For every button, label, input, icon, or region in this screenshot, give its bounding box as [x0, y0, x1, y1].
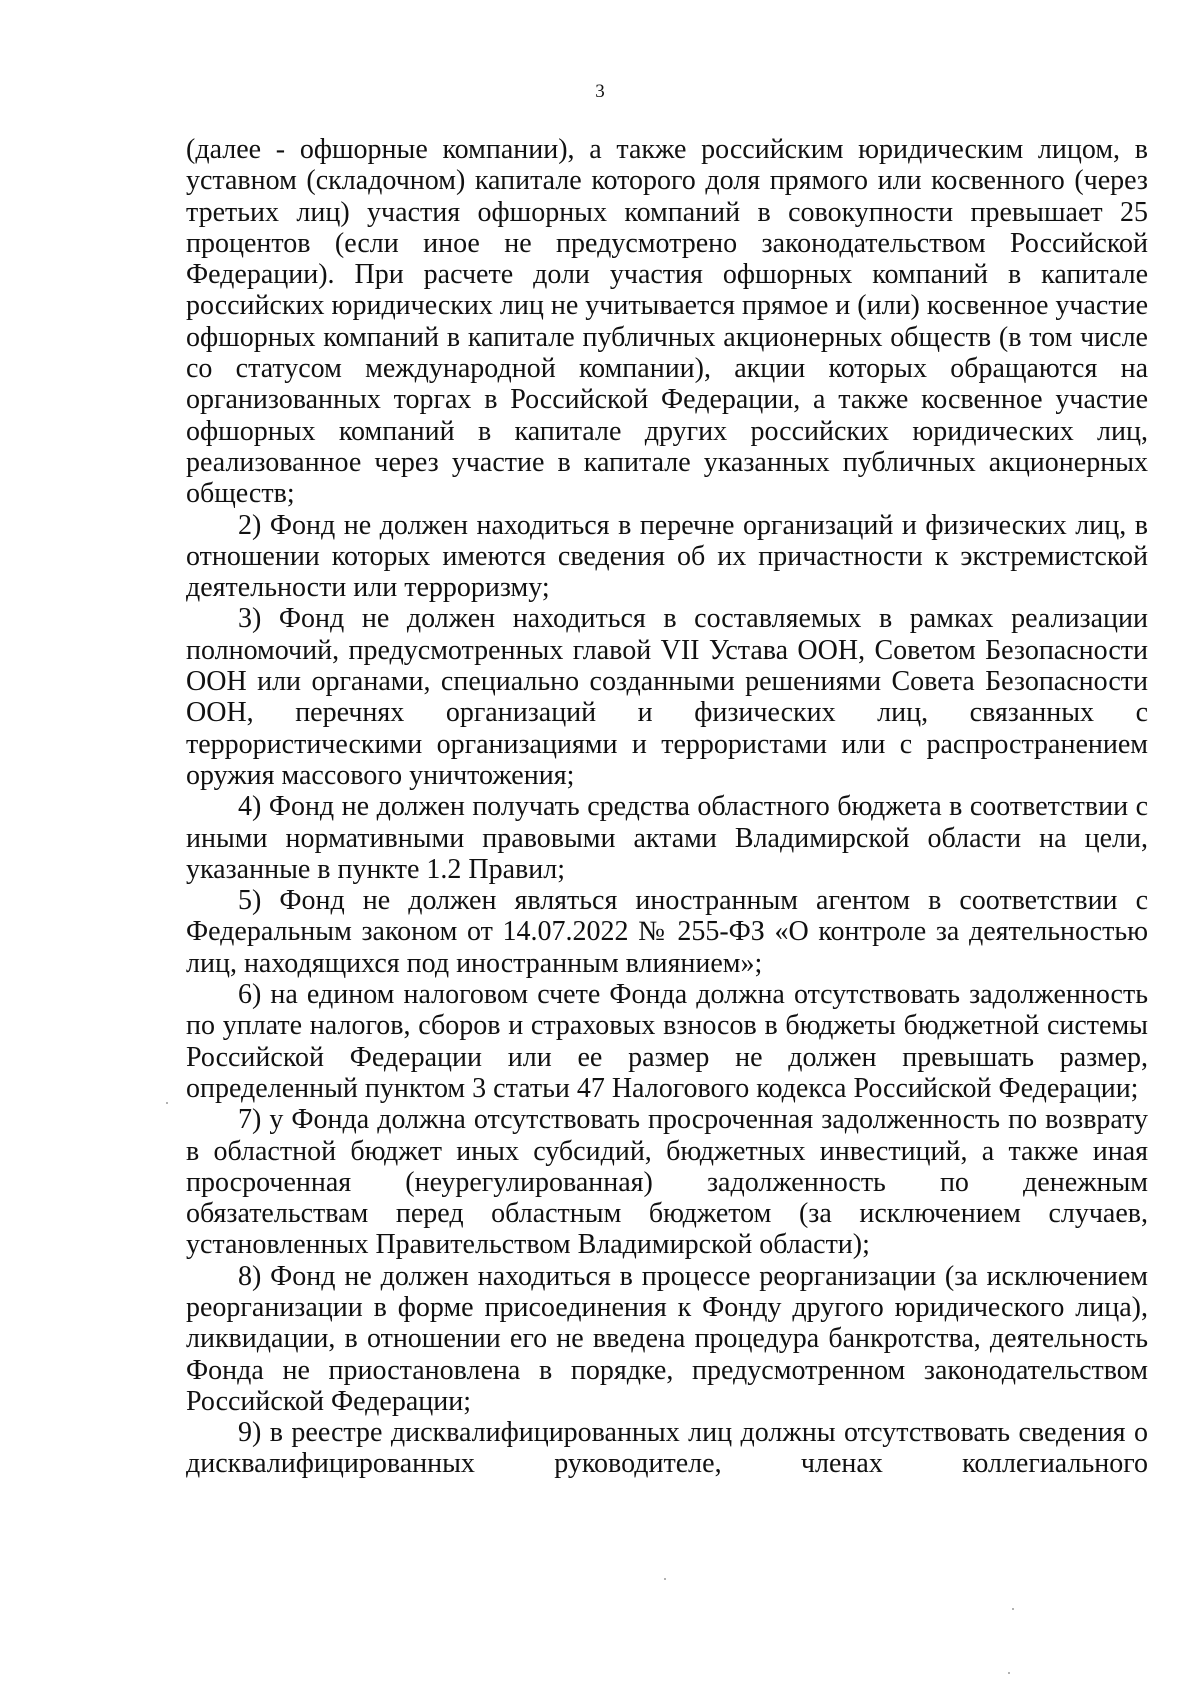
- paragraph-item-9: 9) в реестре дисквалифицированных лиц должны отсутствовать сведения о дисквалифицированных руководителе, членах коллегиального: [186, 1417, 1148, 1480]
- document-body: [186, 134, 1148, 1480]
- scan-speck: [166, 1102, 168, 1104]
- paragraph-item-6: 6) на едином налоговом счете Фонда должна отсутствовать задолженность по уплате налогов, сборов и страховых взносов в бюджеты бюджетной системы Российской Федерации или ее размер не должен превышать размер, определенный пунктом 3 статьи 47 Налогового кодекса Российской Федерации;: [186, 979, 1148, 1104]
- paragraph-item-2: 2) Фонд не должен находиться в перечне организаций и физических лиц, в отношении которых имеются сведения об их причастности к экстремистской деятельности или терроризму;: [186, 509, 1148, 604]
- paragraph-item-4: 4) Фонд не должен получать средства областного бюджета в соответствии с иными нормативными правовыми актами Владимирской области на цели, указанные в пункте 1.2 Правил;: [186, 791, 1148, 885]
- paragraph-item-3: 3) Фонд не должен находиться в составляемых в рамках реализации полномочий, предусмотренных главой VII Устава ООН, Советом Безопасности ООН или органами, специально созданными решениями Совета Безопасности ООН, перечнях организаций и физических лиц, связанных с террористическими организациями и террористами или с распространением оружия массового уничтожения;: [186, 603, 1148, 791]
- paragraph-item-7: 7) у Фонда должна отсутствовать просроченная задолженность по возврату в областной бюджет иных субсидий, бюджетных инвестиций, а также иная просроченная (неурегулированная) задолженность по денежным обязательствам перед областным бюджетом (за исключением случаев, установленных Правительством Владимирской области);: [186, 1104, 1148, 1261]
- paragraph-item-5: 5) Фонд не должен являться иностранным агентом в соответствии с Федеральным законом от 14.07.2022 № 255-ФЗ «О контроле за деятельностью лиц, находящихся под иностранным влиянием»;: [186, 885, 1148, 979]
- paragraph-item-8: 8) Фонд не должен находиться в процессе реорганизации (за исключением реорганизации в форме присоединения к Фонду другого юридического лица), ликвидации, в отношении его не введена процедура банкротства, деятельность Фонда не приостановлена в порядке, предусмотренном законодательством Российской Федерации;: [186, 1260, 1148, 1417]
- scan-speck: [1012, 1608, 1014, 1610]
- scan-speck: [1008, 1672, 1010, 1674]
- paragraph-continuation: (далее - офшорные компании), а также российским юридическим лицом, в уставном (складочном) капитале которого доля прямого или косвенного (через третьих лиц) участия офшорных компаний в совокупности превышает 25 процентов (если иное не предусмотрено законодательством Российской Федерации). При расчете доли участия офшорных компаний в капитале российских юридических лиц не учитывается прямое и (или) косвенное участие офшорных компаний в капитале публичных акционерных обществ (в том числе со статусом международной компании), акции которых обращаются на организованных торгах в Российской Федерации, а также косвенное участие офшорных компаний в капитале других российских юридических лиц, реализованное через участие в капитале указанных публичных акционерных обществ;: [186, 134, 1148, 510]
- page-number: 3: [595, 81, 605, 102]
- scan-speck: [664, 1578, 666, 1580]
